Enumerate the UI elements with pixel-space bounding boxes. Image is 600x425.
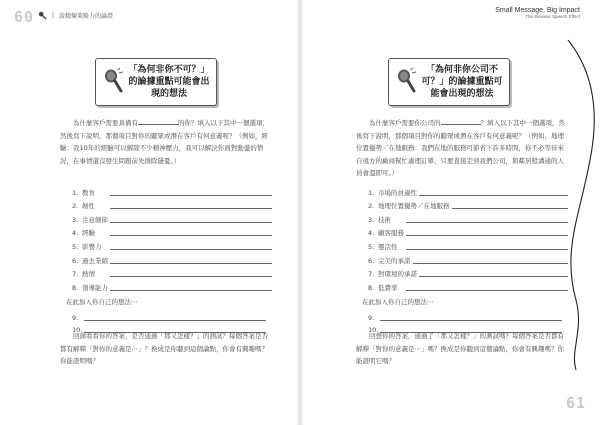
item-label: 韌性 — [82, 202, 95, 211]
answer-line — [406, 282, 568, 291]
item-number: 8. — [368, 283, 375, 292]
answer-line — [413, 255, 569, 264]
item-number: 3. — [72, 215, 79, 224]
item-number: 8. — [72, 283, 79, 292]
list-item — [368, 197, 568, 211]
item-number: 7. — [72, 270, 79, 279]
list-item — [368, 265, 568, 279]
thoughts-label: 在此加入你自己的想法⋯ — [362, 298, 434, 306]
answer-line — [406, 214, 568, 223]
answer-line — [110, 227, 272, 236]
answer-line — [452, 200, 569, 209]
answer-line — [110, 282, 272, 291]
item-number: 3. — [368, 215, 375, 224]
microphone-icon — [103, 68, 125, 94]
list-item — [72, 224, 272, 238]
list-item — [72, 237, 272, 251]
item-label: 市場的員適性 — [378, 188, 417, 197]
callout-box — [388, 58, 510, 106]
intro-text-start: 為什麼客戶需要你公司的 — [369, 119, 441, 127]
intro-text-end: ？填入以下其中一個選項，然後寫下說明，那個項目對你的聽眾或潛在客戶有何意義呢？（例如，地理位置優勢／在地服務：我們在地的服務可節省下許多時間，你不必等待來自遠方的廠商幫忙處理訂單，只要直接走到我們公司，與鄰居般溝通的人員會溫即可。） — [356, 119, 565, 177]
answer-line — [110, 187, 272, 196]
item-label: 完美的承諾 — [378, 256, 411, 265]
answer-line — [419, 268, 568, 277]
answer-line — [110, 241, 272, 250]
callout-title: 「為何非你不可？」的論據重點可能會出現的想法 — [128, 65, 210, 99]
intro-text-end: 的你？填入以下其中一個選項，然後寫下說明，那個項目對你的聽眾或潛在客戶有何意義呢？（例如，經驗：我10年的經驗可以解除不少精神壓力，我可以解決你面對動盪的情況，在事情還沒發生問題前先排除隱憂。） — [60, 119, 269, 165]
list-item — [72, 210, 272, 224]
fill-in-blank — [138, 117, 178, 125]
item-label: 注意細節 — [82, 215, 108, 224]
item-number: 1. — [72, 188, 79, 197]
answer-line — [110, 255, 272, 264]
intro-paragraph — [60, 117, 270, 167]
option-list — [368, 183, 568, 292]
item-number: 1. — [368, 188, 375, 197]
intro-text-start: 為什麼客戶需要具備有 — [73, 119, 138, 127]
item-number: 10. — [72, 326, 83, 334]
running-head-separator: | — [52, 12, 55, 19]
list-item — [368, 210, 568, 224]
item-number: 6. — [72, 256, 79, 265]
answer-line — [110, 268, 272, 277]
item-label: 地理位置優勢／在地服務 — [378, 202, 450, 211]
answer-line — [419, 187, 568, 196]
callout-box — [95, 58, 217, 106]
item-label: 對環境的承諾 — [378, 270, 417, 279]
item-label: 顧客服務 — [378, 229, 404, 238]
item-label: 技術 — [378, 215, 391, 224]
list-item — [72, 183, 272, 197]
answer-line — [84, 312, 266, 321]
running-head-title: 說精煉策略力的論證 — [59, 13, 114, 20]
list-item — [72, 251, 272, 265]
answer-line — [110, 200, 272, 209]
microphone-icon — [38, 11, 47, 20]
item-number: 7. — [368, 270, 375, 279]
item-number: 6. — [368, 256, 375, 265]
list-item — [368, 251, 568, 265]
list-item — [368, 183, 568, 197]
item-label: 熱情 — [82, 270, 95, 279]
closing-paragraph: 回頭看看你的答案，是否通過「那又怎樣？」的測試？每個答案是否都有解釋「對你的意義是⋯」？換成是你聽到這個論點，你會有興趣嗎？你能證明嗎？ — [60, 332, 268, 365]
closing-paragraph: 回想你的答案，通過了「那又怎樣？」的測試嗎？每個答案是否都有解釋「對你的意義是⋯」嗎？換成是你聽到這個論點，你會有興趣嗎？你能證明它嗎？ — [356, 332, 564, 365]
item-label: 經驗 — [82, 229, 95, 238]
list-item — [362, 309, 562, 322]
thoughts-label: 在此加入你自己的想法⋯ — [66, 298, 138, 306]
item-number: 5. — [368, 242, 375, 251]
microphone-icon — [396, 68, 418, 94]
item-label: 低費率 — [378, 283, 398, 292]
option-list — [72, 183, 272, 292]
item-number: 5. — [72, 242, 79, 251]
item-label: 靈活性 — [378, 242, 398, 251]
book-title: Small Message, Big Impact — [495, 7, 580, 14]
list-item — [72, 278, 272, 292]
answer-line — [110, 214, 272, 223]
running-head-right — [495, 7, 580, 19]
item-label: 教育 — [82, 188, 95, 197]
list-item — [368, 224, 568, 238]
item-number: 4. — [368, 229, 375, 238]
right-page — [300, 0, 600, 425]
answer-line — [406, 227, 568, 236]
item-label: 過去業績 — [82, 256, 108, 265]
item-label: 影響力 — [82, 242, 102, 251]
intro-paragraph — [356, 117, 566, 180]
list-item — [368, 278, 568, 292]
answer-line — [380, 312, 562, 321]
list-item — [368, 237, 568, 251]
list-item — [72, 197, 272, 211]
own-thoughts-section — [362, 297, 562, 334]
running-head-left — [38, 11, 113, 20]
item-number: 9. — [368, 313, 375, 322]
list-item — [72, 265, 272, 279]
list-item — [66, 309, 266, 322]
callout-title: 「為何非你公司不可？」的論據重點可能會出現的想法 — [421, 65, 503, 99]
page-number-right: 61 — [565, 394, 586, 412]
own-thoughts-section — [66, 297, 266, 334]
item-number: 2. — [72, 202, 79, 211]
item-number: 2. — [368, 202, 375, 211]
fill-in-blank — [441, 117, 481, 125]
item-number: 4. — [72, 229, 79, 238]
book-subtitle: The Elevator Speech Effect — [525, 14, 580, 19]
item-number: 10. — [368, 326, 379, 334]
item-number: 9. — [72, 313, 79, 322]
answer-line — [406, 241, 568, 250]
page-number-left: 60 — [14, 8, 35, 26]
item-label: 領導能力 — [82, 283, 108, 292]
